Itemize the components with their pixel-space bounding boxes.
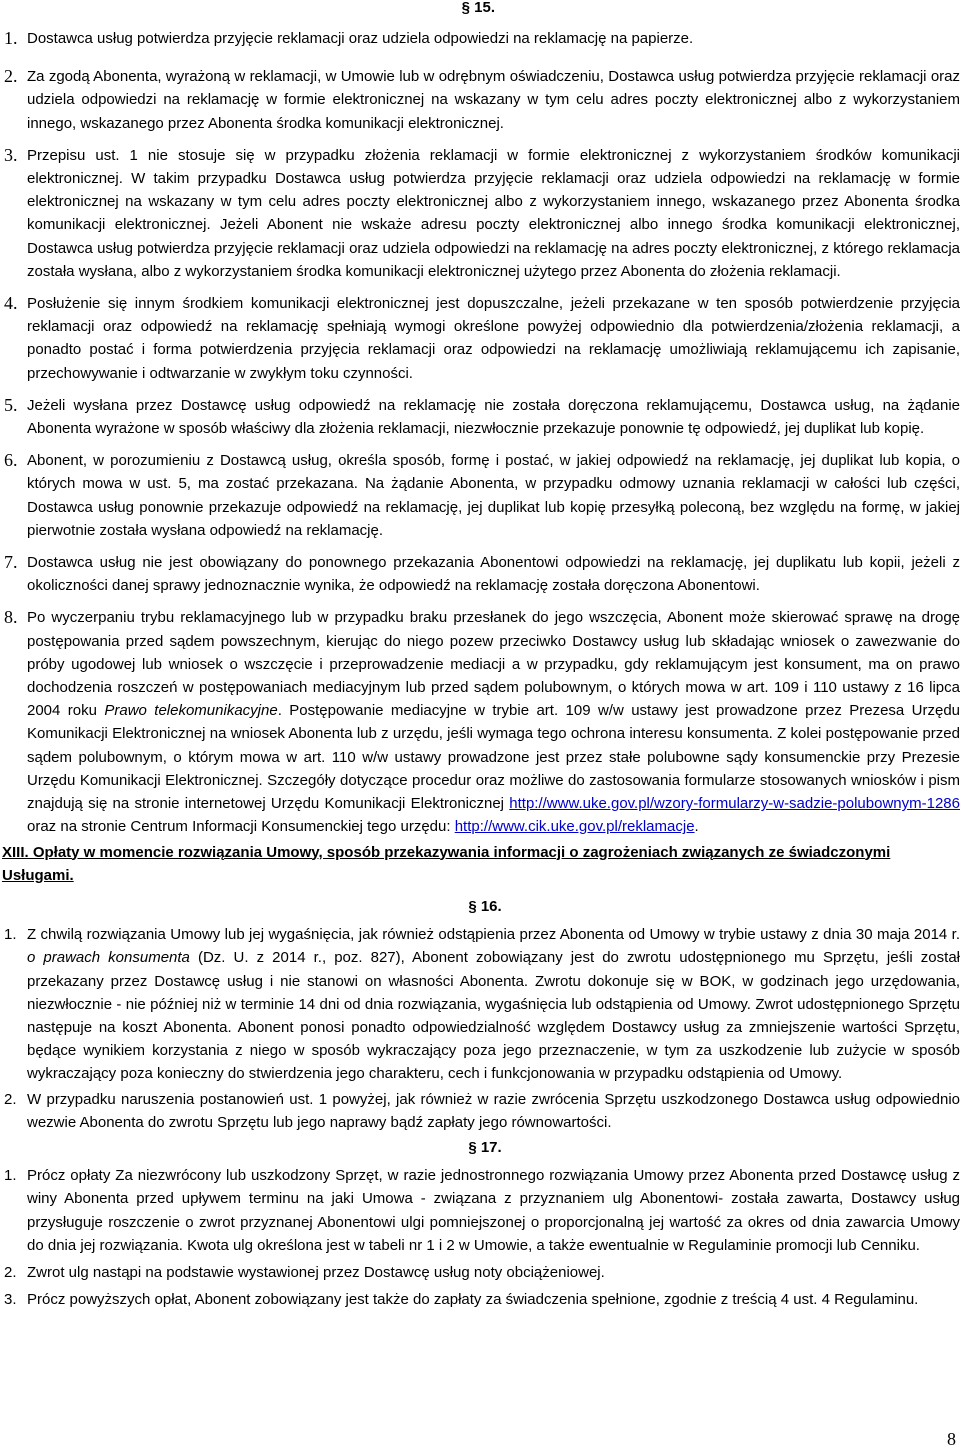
list-item [0,1288,960,1311]
item-number: 1. [4,926,17,944]
item-text: Dostawca usług nie jest obowiązany do ponownego przekazania Abonentowi odpowiedzi na reklamację, jej duplikatu lub kopii, jeżeli z okoliczności danej sprawy jednoznacznie wynika, że odpowiedź na reklamację została doręczona Abonentowi. [27,554,960,595]
item-text: Prócz powyższych opłat, Abonent zobowiązany jest także do zapłaty za świadczenia spełnione, zgodnie z treścią 4 ust. 4 Regulaminu. [27,1291,919,1309]
act-title: Prawo telekomunikacyjne [104,702,278,720]
item-number: 2. [4,1090,17,1108]
item-text: oraz na stronie Centrum Informacji Konsumenckiej tego urzędu: [27,818,455,836]
item-text: Po wyczerpaniu trybu reklamacyjnego lub w przypadku braku przesłanek do jego wszczęcia, Abonent może skierować sprawę na drogę postępowania przed sądem powszechnym, kierując do niego pozew przeciwko Dostawcy usług lub składając wniosek o zawezwanie do próby ugodowej lub wniosek o wszczęcie i przeprowadzenie mediacji a w przypadku, gdy reklamującym jest konsument, ma on prawo dochodzenia roszczeń w postępowaniach mediacyjnym lub przed sądem polubownym, o których mowa w art. 109 i 110 ustawy z 16 lipca 2004 roku [27,609,960,720]
item-number: 5. [4,394,18,415]
item-text: Za zgodą Abonenta, wyrażoną w reklamacji, w Umowie lub w odrębnym oświadczeniu, Dostawca usług potwierdza przyjęcie reklamacji oraz udziela odpowiedzi na reklamację w formie elektronicznej na wskazany w tym celu adres poczty elektronicznej albo z wykorzystaniem innego, wskazanego przez Abonenta środka komunikacji elektronicznej. [27,68,960,132]
item-text: Z chwilą rozwiązania Umowy lub jej wygaśnięcia, jak również odstąpienia przez Abonenta od Umowy w trybie ustawy z dnia 30 maja 2014 r. [27,926,960,944]
paragraph-heading-16: § 16. [468,897,502,915]
list-item [0,1261,960,1284]
act-title: o prawach konsumenta [27,949,190,967]
item-number: 7. [4,552,18,573]
section-xiii-title: XIII. Opłaty w momencie rozwiązania Umowy, sposób przekazywania informacji o zagrożeniach związanych ze świadczonymi Usługami. [2,843,891,884]
item-number: 3. [4,1291,17,1309]
list-item [0,551,960,597]
list-item [0,144,960,283]
item-text: . [694,818,699,836]
item-number: 2. [4,66,18,87]
list-item [0,1164,960,1257]
list-item [0,606,960,838]
item-text: . Postępowanie mediacyjne w trybie art. 109 w/w ustawy jest prowadzone przez Prezesa Urzędu Komunikacji Elektronicznej na wniosek Abonenta lub z urzędu, jeśli wymaga tego ochrona interesu konsumenta. Z kolei postępowanie przed sądem polubownym, o którym mowa w art. 110 w/w ustawy prowadzone jest przez stałe polubowne sądy konsumenckie przy Prezesie Urzędu Komunikacji Elektronicznej. Szczegóły dotyczące procedur oraz możliwe do zastosowania formularze stosowanych wniosków i pism znajdują się na stronie internetowej Urzędu Komunikacji Elektronicznej [27,702,960,813]
list-item [0,65,960,135]
list-item [0,292,960,385]
item-number: 8. [4,607,18,628]
item-number: 1. [4,28,18,48]
cik-complaints-link[interactable]: http://www.cik.uke.gov.pl/reklamacje [454,818,695,836]
list-item [0,923,960,1085]
list-item [0,394,960,440]
list-item [0,449,960,542]
paragraph-heading-15: § 15. [461,0,495,16]
item-number: 4. [4,293,18,314]
item-text: Prócz opłaty Za niezwrócony lub uszkodzony Sprzęt, w razie jednostronnego rozwiązania Umowy przez Abonenta przed Dostawcę usług z winy Abonenta przed upływem terminu na jaki Umowa - związana z przyznaniem ulg Abonentowi- została zawarta, Dostawcy usług przysługuje roszczenie o zwrot przyznanej Abonentowi ulgi pomniejszonej o proporcjonalną jej wartość za okres od dnia zawarcia Umowy do dnia jej rozwiązania. Kwota ulg określona jest w tabeli nr 1 i 2 w Umowie, a także ewentualnie w Regulaminie promocji lub Cenniku. [27,1167,960,1254]
item-number: 2. [4,1263,17,1281]
item-text: Zwrot ulg nastąpi na podstawie wystawionej przez Dostawcę usług noty obciążeniowej. [27,1263,605,1281]
page-number: 8 [947,1428,956,1449]
item-text: (Dz. U. z 2014 r., poz. 827), Abonent zobowiązany jest do zwrotu udostępnionego mu Sprzętu, jeśli został przekazany przez Dostawcę usług i nie stanowi on własności Abonenta. Zwrotu dokonuje się w BOK, w godzinach jego urzędowania, niezwłocznie - nie później niż w terminie 14 dni od dnia rozwiązania, wygaśnięcia lub odstąpienia od Umowy. Zwrot udostępnionego Sprzętu następuje na koszt Abonenta. Abonent ponosi ponadto odpowiedzialność względem Dostawcy usług za zmniejszenie wartości Sprzętu, będące wynikiem korzystania z niego w sposób wykraczający poza jego przeznaczenie, w tym za uszkodzenie lub zużycie w sposób wykraczający poza konieczny do stwierdzenia jego charakteru, cech i funkcjonowania w przypadku odstąpienia od Umowy. [27,949,960,1083]
list-item [0,1088,960,1134]
paragraph-15-body [0,27,960,1311]
paragraph-heading-17: § 17. [468,1138,502,1156]
list-item [0,27,960,50]
item-text: Posłużenie się innym środkiem komunikacji elektronicznej jest dopuszczalne, jeżeli przekazane w ten sposób potwierdzenie przyjęcia reklamacji oraz odpowiedź na reklamację spełniają wymogi określone powyżej odpowiednio dla potwierdzenia/złożenia reklamacji, a ponadto postać i forma potwierdzenia przyjęcia reklamacji oraz odpowiedzi na reklamację umożliwiają reklamującemu ich zapisanie, przechowywanie i odtwarzanie w zwykłym toku czynności. [27,295,960,382]
item-text: Abonent, w porozumieniu z Dostawcą usług, określa sposób, formę i postać, w jakiej odpowiedź na reklamację, jej duplikat lub kopia, o których mowa w ust. 5, ma zostać przekazana. Na żądanie Abonenta, w przypadku odmowy uznania reklamacji w całości lub części, Dostawca usług ponownie przekazuje odpowiedź na reklamację, jej duplikat lub kopię przesyłką poleconą, bez względu na formę, w jakiej pierwotnie została wysłana odpowiedź na reklamację. [27,452,960,539]
item-text: Przepisu ust. 1 nie stosuje się w przypadku złożenia reklamacji w formie elektronicznej z wykorzystaniem środków komunikacji elektronicznej. W takim przypadku Dostawca usług potwierdza przyjęcie reklamacji oraz udziela odpowiedzi na reklamację w formie elektronicznej na wskazany w tym celu adres poczty elektronicznej albo z wykorzystaniem innego, wskazanego przez Abonenta środka komunikacji elektronicznej. Jeżeli Abonent nie wskaże adresu poczty elektronicznej albo innego środka komunikacji elektronicznej, Dostawca usług potwierdza przyjęcie reklamacji oraz udziela odpowiedzi na reklamację na adres poczty elektronicznej, z którego reklamacja została wysłana, albo z wykorzystaniem środka komunikacji elektronicznej użytego przez Abonenta do złożenia reklamacji. [27,146,960,280]
item-text: Dostawca usług potwierdza przyjęcie reklamacji oraz udziela odpowiedzi na reklamację na papierze. [27,30,694,47]
item-number: 1. [4,1167,17,1185]
uke-forms-link[interactable]: http://www.uke.gov.pl/wzory-formularzy-w-sadzie-polubownym-1286 [509,795,960,813]
item-text: W przypadku naruszenia postanowień ust. 1 powyżej, jak również w razie zwrócenia Sprzętu uszkodzonego Dostawca usług odpowiednio wezwie Abonenta do zwrotu Sprzętu lub jego naprawy bądź zapłaty jego równowartości. [27,1090,960,1131]
item-number: 3. [4,144,18,165]
item-number: 6. [4,450,18,471]
item-text: Jeżeli wysłana przez Dostawcę usług odpowiedź na reklamację nie została doręczona reklamującemu, Dostawca usług, na żądanie Abonenta wyrażone w sposób właściwy dla złożenia reklamacji, niezwłocznie przekazuje ponownie tę odpowiedź, jej duplikat lub kopię. [27,396,960,438]
